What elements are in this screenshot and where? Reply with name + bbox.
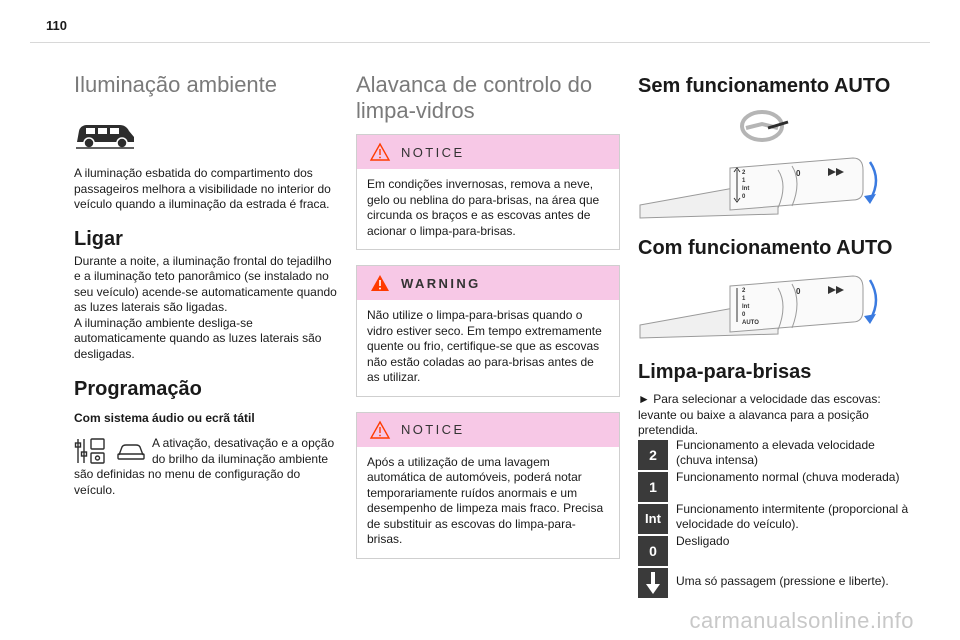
watermark: carmanualsonline.info	[689, 608, 914, 633]
speed-2-icon: 2	[638, 440, 668, 470]
dial-label-0: 0	[796, 169, 801, 178]
column-wiper-modes	[638, 70, 912, 600]
lever-label-0: 0	[742, 194, 746, 200]
notice-text-1: Em condições invernosas, remova a neve, gelo ou neblina do para-brisas, na área que circunda os braços e as escovas antes de acionar o limpa-para-brisas.	[367, 177, 600, 238]
notice-triangle-icon	[369, 420, 391, 440]
wipers-title: Limpa-para-brisas	[638, 361, 812, 383]
notice-triangle-icon	[369, 142, 391, 162]
ligar-title: Ligar	[74, 227, 123, 250]
van-icon	[74, 120, 136, 150]
no-auto-title: Sem funcionamento AUTO	[638, 75, 891, 97]
wiper-lever-diagram-no-auto	[638, 150, 888, 220]
notice-label-2: NOTICE	[401, 422, 465, 437]
warning-text: Não utilize o limpa-para-brisas quando o vidro estiver seco. Em tempo extremamente quente ou frio, certifique-se que as escovas não estão coladas ao para-brisas antes de as utilizar.	[367, 308, 602, 384]
step-text: Funcionamento normal (chuva moderada)	[676, 469, 900, 484]
column-wiper-control	[356, 70, 620, 559]
settings-sliders-icon	[74, 436, 108, 466]
step-text: Funcionamento a elevada velocidade (chuva intensa)	[676, 437, 875, 467]
step-text: Uma só passagem (pressione e liberte).	[676, 573, 889, 588]
programacao-text-b: são definidas no menu de configuração do veículo.	[74, 467, 301, 497]
column-ambient-lighting	[74, 70, 340, 498]
notice-header-2	[357, 413, 619, 447]
programacao-text-a: A ativação, desativação e a opção do brilho da iluminação ambiente	[152, 436, 335, 466]
wipers-intro: ► Para selecionar a velocidade das escovas: levante ou baixe a alavanca para a posição pretendida.	[638, 392, 881, 437]
intermittent-icon: Int	[638, 504, 668, 534]
dial-label-0: 0	[796, 287, 801, 296]
programacao-title: Programação	[74, 378, 202, 400]
list-item	[638, 568, 912, 600]
page-number: 110	[46, 18, 67, 33]
list-item	[638, 501, 912, 536]
off-icon: 0	[638, 536, 668, 566]
warning-label: WARNING	[401, 275, 481, 291]
ligar-text-2: A iluminação ambiente desliga-se automaticamente quando as luzes laterais são desligadas.	[74, 315, 322, 361]
car-icon	[116, 442, 146, 462]
lever-label-0: 0	[742, 312, 746, 318]
lever-label-1: 1	[742, 178, 746, 184]
notice-box-2	[356, 412, 620, 559]
top-rule	[30, 42, 930, 43]
auto-title: Com funcionamento AUTO	[638, 237, 893, 259]
list-item	[638, 533, 912, 568]
notice-text-2: Após a utilização de uma lavagem automática de automóveis, poderá notar temporariamente ruídos anormais e um desempenho de limpeza mais fraco. Precisa de substituir as escovas do limpa-para-brisas.	[367, 454, 604, 546]
lever-label-int: Int	[742, 186, 750, 192]
lever-label-2: 2	[742, 288, 746, 294]
lever-label-int: Int	[742, 304, 750, 310]
arrow-down-icon	[638, 568, 668, 598]
notice-label-1: NOTICE	[401, 144, 465, 160]
ligar-text-1: Durante a noite, a iluminação frontal do tejadilho e a iluminação teto panorâmico (se instalado no seu veículo) acende-se automaticamente quando as luzes laterais são ligadas.	[74, 253, 337, 314]
wiper-lever-diagram-auto	[638, 270, 888, 340]
warning-header	[357, 266, 619, 300]
notice-header-1	[357, 135, 619, 169]
notice-box-1	[356, 134, 620, 250]
step-text: Desligado	[676, 533, 730, 548]
wiper-steps-list	[638, 437, 912, 600]
programacao-subtitle: Com sistema áudio ou ecrã tátil	[74, 411, 255, 425]
lever-label-auto: AUTO	[742, 320, 759, 326]
lever-label-1: 1	[742, 296, 746, 302]
list-item	[638, 469, 912, 504]
step-text: Funcionamento intermitente (proporcional à velocidade do veículo).	[676, 501, 909, 531]
lever-label-2: 2	[742, 170, 746, 176]
ambient-intro: A iluminação esbatida do compartimento dos passageiros melhora a visibilidade no interior do veículo quando a iluminação da estrada é fraca.	[74, 166, 331, 211]
warning-triangle-icon	[369, 273, 391, 293]
speed-1-icon: 1	[638, 472, 668, 502]
list-item	[638, 437, 912, 472]
ambient-lighting-title: Iluminação ambiente	[74, 72, 278, 97]
wiper-lever-title: Alavanca de controlo do limpa-vidros	[356, 72, 593, 123]
steering-wheel-icon	[738, 108, 790, 144]
programacao-row	[74, 436, 340, 467]
warning-box	[356, 265, 620, 397]
